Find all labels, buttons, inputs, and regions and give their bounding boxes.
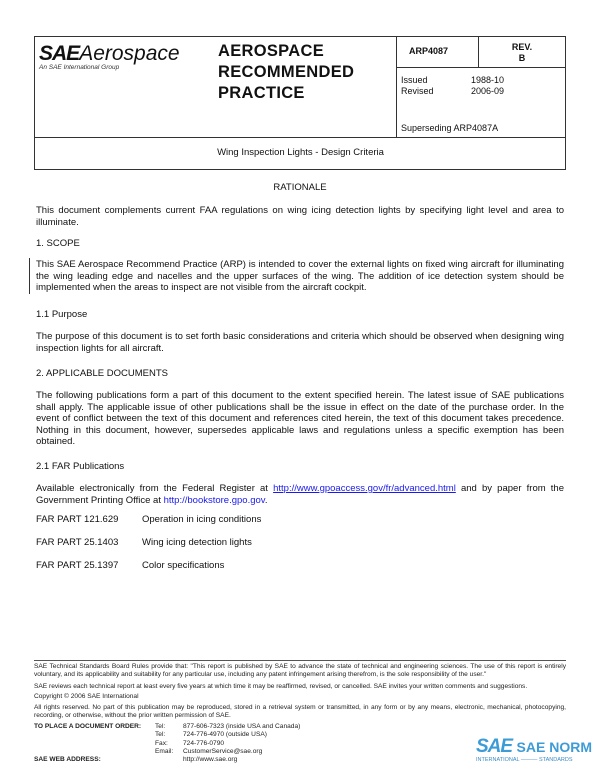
contact-list [155,723,300,764]
purpose-text: The purpose of this document is to set forth basic considerations and criteria which should be observed when designing wing inspection lights for all aircraft. [36,331,564,354]
header-box [34,36,566,170]
far-part-number: FAR PART 121.629 [36,514,119,525]
far-part-row [36,514,261,525]
far-part-row [36,537,252,548]
document-title: Wing Inspection Lights - Design Criteria [217,147,384,158]
doc-type-line: AEROSPACE [218,42,324,60]
rev-label: REV. [511,42,533,52]
divider [396,67,566,68]
sae-aerospace-logo [39,42,180,71]
web-address[interactable]: http://www.sae.org [183,756,238,764]
contact-value: 724-776-0790 [183,739,225,747]
rationale-heading: RATIONALE [273,182,327,193]
document-type [218,41,354,104]
contact-label: Tel: [155,731,166,739]
far-heading: 2.1 FAR Publications [36,461,125,472]
order-label: TO PLACE A DOCUMENT ORDER: [34,723,142,730]
logo-product: Aerospace [79,42,180,65]
far-part-number: FAR PART 25.1403 [36,537,119,548]
far-text-part: Available electronically from the Federal Register at [36,483,274,494]
doc-type-line: PRACTICE [218,84,305,102]
watermark-text: SAE NORM [516,739,592,755]
logo-subtitle: An SAE International Group [39,64,120,71]
watermark-sub: INTERNATIONAL [476,757,520,763]
far-part-row [36,560,224,571]
watermark-sub: STANDARDS [538,757,573,763]
far-text-part: . [264,494,268,506]
footer-review: SAE reviews each technical report at least every five years at which time it may be reaffirmed, revised, or cancelled. SAE invites your written comments and suggestions. [34,683,528,690]
far-part-description: Operation in icing conditions [142,514,262,525]
sae-norm-watermark [476,737,596,764]
superseding: Superseding ARP4087A [401,123,499,133]
contact-value: 724-776-4970 (outside USA) [183,731,267,739]
footer-copyright: Copyright © 2006 SAE International [34,693,139,700]
watermark-mark: SAE [476,736,513,757]
far-text-part: and by paper from the Government Printing Office at [36,483,564,506]
gpoaccess-link[interactable]: http://www.gpoaccess.gov/fr/advanced.html [273,483,456,494]
applicable-heading: 2. APPLICABLE DOCUMENTS [36,368,168,379]
scope-text: This SAE Aerospace Recommend Practice (ARP) is intended to cover the external lights on fixed wing aircraft for illuminating the wing leading edge and nacelles and the upper surfaces of the wing. The addition of ice detection system should be implemented when the areas to inspect are not visible from the aircraft cockpit. [36,259,564,293]
issued-label: Issued [401,75,428,85]
contact-value: 877-606-7323 (inside USA and Canada) [183,723,301,730]
far-part-description: Wing icing detection lights [142,537,252,548]
contact-label: Email: [155,747,174,755]
divider [396,37,397,137]
contact-label: Fax: [155,739,168,747]
contact-label: Tel: [155,723,166,730]
bookstore-link[interactable]: http://bookstore.gpo.gov [163,494,265,506]
change-bar [29,258,30,294]
rev-value: B [518,53,526,63]
revision [478,42,566,64]
revised-date: 2006-09 [471,86,505,96]
issue-dates [401,75,504,97]
far-part-description: Color specifications [142,560,225,571]
footer-rules: SAE Technical Standards Board Rules provide that: "This report is published by SAE to advance the state of technical and engineering sciences. The use of this report is entirely voluntary, and its applicability and suitability for any particular use, including any patent infringement arising therefrom, is the sole responsibility of the user." [34,663,566,679]
issued-date: 1988-10 [471,75,505,85]
contact-email[interactable]: CustomerService@sae.org [183,747,263,755]
scope-heading: 1. SCOPE [36,238,80,249]
purpose-heading: 1.1 Purpose [36,309,88,320]
rationale-text: This document complements current FAA regulations on wing icing detection lights by specifying light level and area to illuminate. [36,205,564,228]
divider [35,137,566,138]
footer-divider [34,660,566,661]
watermark-subline: INTERNATIONAL ——— STANDARDS [476,757,573,763]
far-part-number: FAR PART 25.1397 [36,560,119,571]
applicable-text: The following publications form a part of this document to the extent specified herein. The latest issue of SAE publications shall apply. The applicable issue of other publications shall be the issue in effect on the date of the purchase order. In the event of conflict between the text of this document and references cited herein, the text of this document takes precedence. Nothing in this document, however, supersedes applicable laws and regulations unless a specific exemption has been obtained. [36,390,564,447]
doc-type-line: RECOMMENDED [218,63,355,81]
logo-brand: SAE [39,42,80,65]
footer-rights: All rights reserved. No part of this publication may be reproduced, stored in a retrieval system or transmitted, in any form or by any means, electronic, mechanical, photocopying, recording, or otherwise, without the prior written permission of SAE. [34,704,566,720]
revised-label: Revised [401,86,434,96]
web-label: SAE WEB ADDRESS: [34,756,101,763]
far-text [36,483,564,506]
document-number: ARP4087 [409,46,449,56]
